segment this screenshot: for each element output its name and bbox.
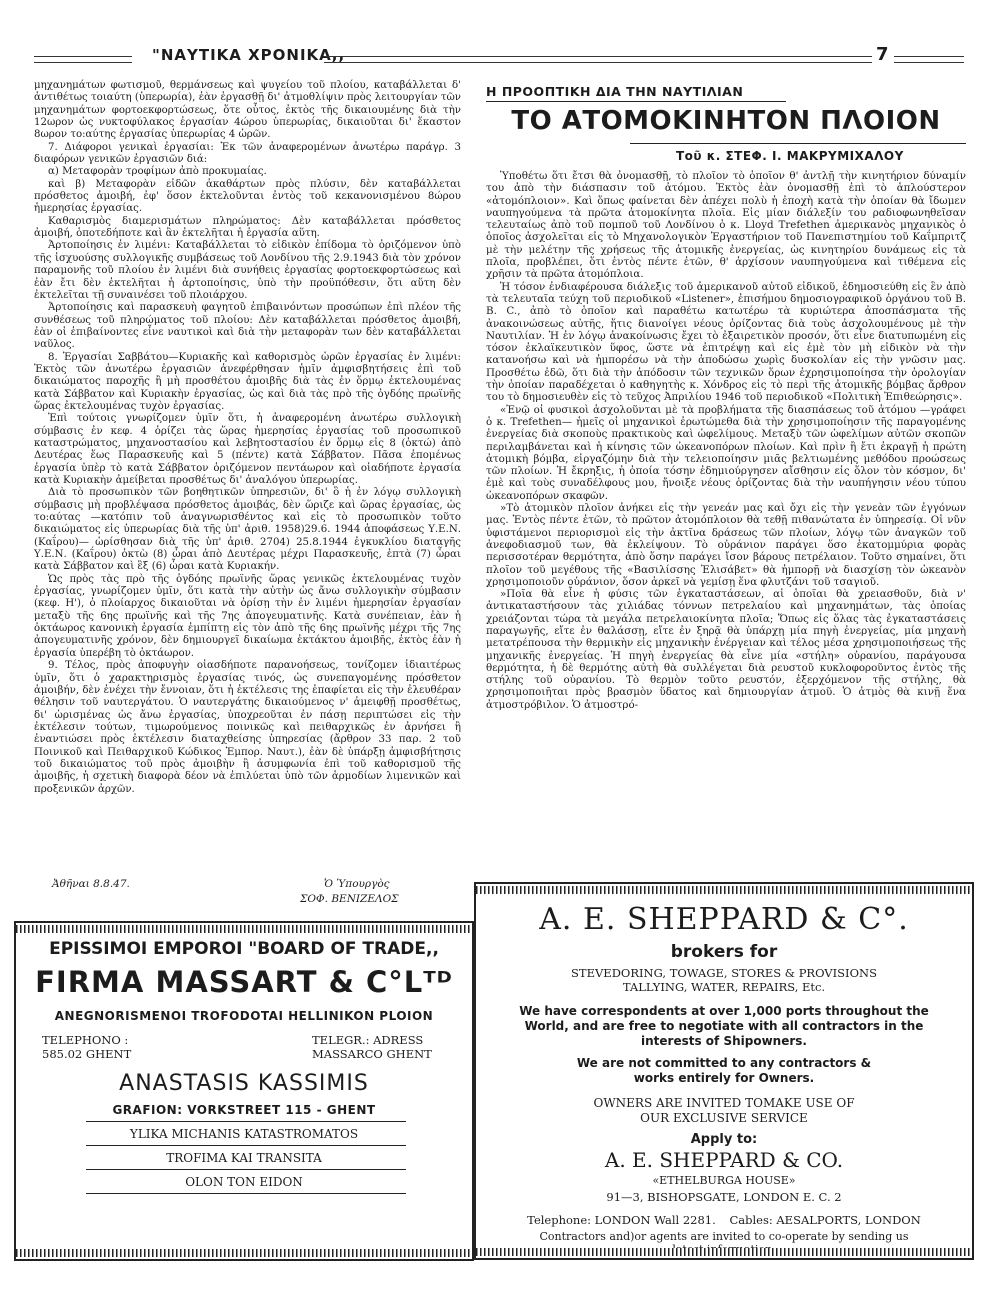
paragraph: «Ἐνῷ οἱ φυσικοὶ ἀσχολοῦνται μὲ τὰ προβλήματα τῆς διασπάσεως τοῦ ἀτόμου —γράφει ὁ κ. Trefethen— ἡμεῖς οἱ μηχανικοὶ ἐρωτώμεθα διὰ τὴν χρησιμοποίησιν τῆς παραγομένης ἐνεργείας διὰ σκοποὺς πρακτικοὺς καὶ ὠφελίμους. Μεταξὺ τῶν ὠφελίμων αὐτῶν σκοπῶν περιλαμβάνεται καὶ ἡ κίνησις τῶν ὠκεανοπόρων πλοίων. Καὶ πρὶν ἢ ἔτι ἐκραγῇ ἡ πρώτη ἀτομικὴ βόμβα, εἰργαζόμην διὰ τὴν τελειοποίησιν μιᾶς βελτιωμένης μεθόδου προώσεως τῶν πλοίων. Ἡ ἔκρηξις, ἡ ὁποία τόσην ἐδημιούργησεν αἴσθησιν εἰς ὅλον τὸν κόσμον, δι' ἐμὲ καὶ τοὺς συναδέλφους μου, ἤνοιξε νέους ὁρίζοντας διὰ τὴν ναυπήγησιν νέου τύπου ὠκεανοπόρων σκαφῶν. [486,403,966,502]
ad-list-item: YLIKA MICHANIS KATASTROMATOS [129,1127,359,1141]
paragraph: 7. Διάφοροι γενικαὶ ἐργασίαι: Ἐκ τῶν ἀναφερομένων ἀνωτέρω παράγρ. 3 διαφόρων γενικῶν ἐργασιῶν διά: [34,141,461,166]
ad-subtitle: ANEGNORISMENOI TROFODOTAI HELLINIKON PLOION [54,1009,434,1023]
ad-person-name: ANASTASIS KASSIMIS [119,1071,369,1096]
page-header [24,46,974,70]
telephone-label: TELEPHONO : [42,1033,129,1047]
decorative-border [16,1249,472,1257]
paragraph: »Τὸ ἀτομικὸν πλοῖον ἀνήκει εἰς τὴν γενεάν μας καὶ ὄχι εἰς τὴν γενεὰν τῶν ἐγγόνων μας. Ἐντὸς πέντε ἐτῶν, τὸ πρῶτον ἀτομόπλοιον θὰ τεθῇ πιθανώτατα ἐν ὑπηρεσίᾳ. Οἱ νῦν ὑφιστάμενοι περιορισμοὶ εἰς τὴν ἀκτῖνα δράσεως τῶν πλοίων, λόγῳ τῶν ἀναγκῶν τοῦ ἀνεφοδιασμοῦ των, θὰ ἐκλείψουν. Τὸ οὐράνιον παράγει ὅσο ἑκατομμύρια φορὰς περισσοτέραν θερμότητα, ἀπὸ ὅσην παράγει ἴσον βάρους πετρέλαιον. Τοῦτο σημαίνει, ὅτι πλοῖον τοῦ μεγέθους τῆς «Βασιλίσσης Ἐλισάβετ» θὰ ἠμπορῇ νὰ διασχίσῃ τὸν ὠκεανὸν χρησιμοποιοῦν οὐράνιον, ὅσον ἀρκεῖ νὰ γεμίσῃ ἕνα φλυτζάνι τοῦ τσαγιοῦ. [486,502,966,588]
paragraph: 8. Ἐργασίαι Σαββάτου—Κυριακῆς καὶ καθορισμὸς ὡρῶν ἐργασίας ἐν λιμένι: Ἐκτὸς τῶν ἀνωτέρω ἐργασιῶν ἀνεφέρθησαν ἡμῖν ἀμφισβητήσεις ἐπὶ τοῦ δικαιώματος παροχῆς ἢ μὴ προσθέτου ἀμοιβῆς διὰ τὰς ἐν ὅρμῳ ἐκτελουμένας κατὰ Σάββατον καὶ Κυριακὴν ἐργασίας, ὡς καὶ διὰ τὰς πρὸ τῆς ὀγδόης πρωϊνῆς ὥρας ἐκτελουμένας τυχὸν ἐργασίας. [34,351,461,412]
ad-cables-line: Cables: AESALPORTS, LONDON [729,1213,921,1227]
paragraph: »Ποῖα θὰ εἶνε ἡ φύσις τῶν ἐγκαταστάσεων, αἱ ὁποῖαι θὰ χρειασθοῦν, διὰ ν' ἀντικαταστήσουν τὰς χιλιάδας τόννων πετρελαίου καὶ μηχανημάτων, τὰς ὁποίας χρειάζονται τώρα τὰ μεγάλα πετρελαιοκίνητα πλοῖα; Ὅπως εἰς ὅλας τὰς ἐγκαταστάσεις παραγωγῆς, εἴτε ἐν θαλάσσῃ, εἴτε ἐν ξηρᾷ θὰ ὑπάρχῃ μία πηγὴ ἐνεργείας, μία μηχανὴ μετατρέπουσα τὴν θερμικὴν εἰς μηχανικὴν ἐνέργειαν καὶ τέλος μέσα χρησιμοποιήσεως τῆς μηχανικῆς ἐνεργείας. Ἡ πηγὴ ἐνεργείας θὰ εἶνε μία «στήλη» οὐρανίου, παράγουσα θερμότητα, ἡ δὲ θερμότης αὐτὴ θὰ συλλέγεται διὰ ρευστοῦ κυκλοφοροῦντος ἐντὸς τῆς στήλης τοῦ οὐρανίου. Τὸ θερμὸν τοῦτο ρευστόν, ἐξερχόμενον τῆς στήλης, θὰ χρησιμοποιῆται πρὸς βρασμὸν ὕδατος καὶ δημιουργίαν ἀτμοῦ. Ὁ ἀτμὸς θὰ κινῇ ἕνα ἀτμοστρόβιλον. Ὁ ἀτμοστρό- [486,588,966,711]
signature-title: Ὁ Ὑπουργὸς [324,878,390,890]
signature-block [34,878,461,914]
ad-telephone [476,1214,972,1227]
paragraph: καὶ β) Μεταφορὰν εἰδῶν ἀκαθάρτων πρὸς πλύσιν, δὲν καταβάλλεται πρόσθετος ἀμοιβή, ἐφ' ὅσον ἐκτελοῦνται ἐντὸς τοῦ κεκανονισμένου 8ώρου ἡμερησίας ἐργασίας. [34,178,461,215]
decorative-border [16,925,472,933]
separator [86,1145,406,1146]
title-rule [630,143,966,144]
header-rule [324,56,872,63]
ad-services: STEVEDORING, TOWAGE, STORES & PROVISIONS [571,966,877,980]
ad-list-item: TROFIMA KAI TRANSITA [166,1151,322,1165]
ad-not-committed-text: We are not committed to any contractors & works entirely for Owners. [576,1056,872,1085]
signature-date: Ἀθῆναι 8.8.47. [52,878,130,890]
paragraph: Ὑποθέτω ὅτι ἔτσι θὰ ὀνομασθῇ, τὸ πλοῖον τὸ ὁποῖον θ' ἀντλῇ τὴν κινητήριον δύναμίν του ἀπὸ τὴν διάσπασιν τοῦ ἀτόμου. Ἐκτὸς ἐὰν ὀνομασθῇ ἐπὶ τὸ ἁπλούστερον «ἀτομόπλοιον». Καὶ ὅπως φαίνεται δὲν ἀπέχει πολὺ ἡ ἐποχὴ κατὰ τὴν ὁποίαν θὰ ἴδωμεν ναυπηγούμενα τὰ πρῶτα ἀτομοκίνητα πλοῖα. Εἰς μίαν διάλεξίν του ραδιοφωνηθεῖσαν τελευταίως ἀπὸ τοῦ πομποῦ τοῦ Λονδίνου ὁ κ. Lloyd Trefethen ἀμερικανὸς μηχανικὸς ὁ ὁποῖος ἀσχολεῖται εἰς τὸ Μηχανολογικὸν Ἐργαστήριον τοῦ Πανεπιστημίου τοῦ Καΐμπριτζ μὲ τὴν μελέτην τῆς χρήσεως τῆς ἀτομικῆς ἐνεργείας, ὡς κινητηρίου δυνάμεως εἰς τὰ πλοῖα, προβλέπει, ὅτι ἐντὸς πέντε ἐτῶν, θ' ἀρχίσουν ναυπηγούμενα καὶ τιθέμενα εἰς χρῆσιν τὰ πρῶτα ἀτομόπλοια. [486,170,966,281]
ad-telephone-line: Telephone: LONDON Wall 2281. [527,1213,716,1227]
telegram-label: TELEGR.: ADRESS [312,1033,424,1047]
decorative-border [476,1248,972,1256]
separator [86,1193,406,1194]
ad-apply-label: Apply to: [690,1132,758,1147]
paragraph: α) Μεταφορὰν τροφίμων ἀπὸ προκυμαίας. [48,166,267,178]
ad-brokers-label: brokers for [670,942,778,962]
massart-advertisement [14,921,474,1261]
right-article-column [486,170,966,711]
telegram-value: MASSARCO GHENT [312,1047,432,1061]
paragraph: Ἀρτοποίησις καὶ παρασκευὴ φαγητοῦ ἐπιβαινόντων προσώπων ἐπὶ πλέον τῆς συνθέσεως τοῦ πληρώματος τοῦ πλοίου: Δὲν καταβάλλεται πρόσθετος ἀμοιβή, ἐὰν οἱ ἐπιβαίνοντες εἶνε ναυτικοὶ καὶ διὰ τὴν μεταφορὰν των δὲν καταβάλλεται ναῦλος. [34,302,461,351]
paragraph: μηχανημάτων φωτισμοῦ, θερμάνσεως καὶ ψυγείου τοῦ πλοίου, καταβάλλεται δ' ἀντιθέτως τοιαύτη (ὑπερωρία), ἐὰν ἐργασθῇ δι' ἀτμοθλίψιν πρὸς λειτουργίαν τῶν μηχανημάτων φορτοεκφορτώσεως, ὅτε οὗτος, ἐκτὸς τῆς δικαιουμένης διὰ τὴν 12ωρον ὡς νυκτοφύλακος ἐργασίαν 4ώρου ὑπερωρίας, δικαιοῦται δι' ἕκαστον 8ωρον το:αύτης ἐργασίας ὑπερωρίας 4 ὡρῶν. [34,80,461,141]
paragraph: Ὡς πρὸς τὰς πρὸ τῆς ὀγδόης πρωϊνῆς ὥρας γενικῶς ἐκτελουμένας τυχὸν ἐργασίας, γνωρίζομεν ὑμῖν, ὅτι κατὰ τὴν αὐτὴν ὡς ἄνω συλλογικὴν σύμβασιν (κεφ. Η'), ὁ πλοίαρχος δικαιοῦται νὰ ὁρίσῃ τὴν ἐν λιμένι ἡμερησίαν ἐργασίαν μεταξὺ τῆς 6ης πρωϊνῆς καὶ τῆς 7ης ἀπογευματινῆς. Κατὰ συνέπειαν, ἐὰν ἡ ὀκτάωρος κανονικὴ ἐργασία ἐμπίπτῃ εἰς τὸν ἀπὸ τῆς 6ης πρωϊνῆς μέχρι τῆς 7ης ἀπογευματινῆς χρόνον, δὲν δημιουργεῖ δικαίωμα ἐκτάκτου ἀμοιβῆς, ἐκτὸς ἐὰν ἡ ἐργασία ὑπερέβη τὸ ὀκτάωρον. [34,573,461,659]
sheppard-advertisement [474,882,974,1260]
ad-company-name: FIRMA MASSART & C°Lᵀᴰ [35,965,453,999]
ad-owners-text: OWNERS ARE INVITED TOMAKE USE OF OUR EXCLUSIVE SERVICE [593,1096,855,1125]
article-title: ΤΟ ΑΤΟΜΟΚΙΝΗΤΟΝ ΠΛΟΙΟΝ [511,106,941,136]
paragraph: Ἀρτοποίησις ἐν λιμένι: Καταβάλλεται τὸ εἰδικὸν ἐπίδομα τὸ ὁριζόμενον ὑπὸ τῆς ἰσχυούσης συλλογικῆς συμβάσεως τοῦ Λονδίνου τῆς 2.9.1943 διὰ τὸν χρόνον παραμονῆς τοῦ πλοίου ἐν λιμένι διὰ συνήθεις ἐργασίας φορτοεκφορτώσεως καὶ ἐὰν ἔτι δὲν ἐκτελῆται ἡ ἀρτοποίησις, ὑπὸ τὴν προϋπόθεσιν, ὅτι αὕτη δὲν ἐκτελεῖται τῇ συναινέσει τοῦ πλοιάρχου. [34,240,461,301]
ad-services: TALLYING, WATER, REPAIRS, Etc. [622,980,826,994]
ad-address: 91—3, BISHOPSGATE, LONDON E. C. 2 [606,1190,842,1204]
header-rule [894,56,964,63]
ad-company-name-2: A. E. SHEPPARD & CO. [604,1148,844,1172]
paragraph: Ἡ τόσον ἐνδιαφέρουσα διάλεξις τοῦ ἀμερικανοῦ αὐτοῦ εἰδικοῦ, ἐδημοσιεύθη εἰς ἓν ἀπὸ τὰ τελευταῖα τεύχη τοῦ περιοδικοῦ «Listener», ἐπισήμου δημοσιογραφικοῦ ὀργάνου τοῦ B. B. C., ἀπὸ τὸ ὁποῖον καὶ παραθέτω κατωτέρω τὰ κυριώτερα ἀποσπάσματα τῆς ἀνακοινώσεως αὐτῆς, ἥτις διανοίγει νέους ὁρίζοντας διὰ τοὺς ἀσχολουμένους μὲ τὴν Ναυτιλίαν. Ἡ ἐν λόγῳ ἀνακοίνωσις ἔχει τὸ ἐξαιρετικὸν προσόν, ὅτι εἶνε διατυπωμένη εἰς τόσον ἐκλαϊκευτικὸν ὕφος, ὥστε νὰ ἐπιτρέψῃ καὶ εἰς ἐμὲ τὸν μὴ εἰδικὸν νὰ τὴν κατανοήσω καὶ νὰ ἠμπορέσω νὰ τὴν ἀποδώσω χωρὶς δυσκολίαν εἰς τὴν γνῶσιν μας. Προσθέτω ἐδῶ, ὅτι διὰ τὴν ἀπόδοσιν τῶν τεχνικῶν ὅρων ἐχρησιμοποίησα τὴν ὁρολογίαν τὴν ὁποίαν παραδέχεται ὁ καθηγητὴς κ. Χόνδρος εἰς τὸ περὶ τῆς ἀτομικῆς βόμβας ἄρθρον του τὸ δημοσιευθὲν εἰς τὸ τεῦχος Ἀπριλίου 1946 τοῦ περιοδικοῦ «Πολιτικὴ Ἐπιθεώρησις». [486,280,966,404]
publication-title: "ΝΑΥΤΙΚΑ ΧΡΟΝΙΚΑ,, [152,46,346,64]
separator [86,1121,406,1122]
signature-name: ΣΟΦ. ΒΕΝΙΖΕΛΟΣ [300,893,399,905]
ad-contractors-text: Contractors and)or agents are invited to co-operate by sending us [539,1230,909,1243]
ad-office-address: GRAFION: VORKSTREET 115 - GHENT [112,1103,376,1117]
decorative-border [476,886,972,894]
ad-tagline: EPISSIMOI EMPOROI "BOARD OF TRADE,, [49,939,439,959]
article-kicker: Η ΠΡΟΟΠΤΙΚΗ ΔΙΑ ΤΗΝ ΝΑΥΤΙΛΙΑΝ [486,84,744,99]
page-number: 7 [876,44,889,65]
ad-house-name: «ETHELBURGA HOUSE» [652,1174,796,1187]
ad-correspondents-text: We have correspondents at over 1,000 ports throughout the World, and are free to negotiate with all contractors in the interests of Shipowners. [519,1004,929,1048]
paragraph: Καθαρισμὸς διαμερισμάτων πληρώματος: Δὲν καταβάλλεται πρόσθετος ἀμοιβή, ὁποτεδήποτε καὶ ἂν ἐκτελῆται ἡ ἐργασία αὕτη. [34,215,461,240]
left-article-column [34,80,461,796]
separator [86,1169,406,1170]
telephone-number: 585.02 GHENT [42,1047,132,1061]
paragraph: 9. Τέλος, πρὸς ἀποφυγὴν οἱασδήποτε παρανοήσεως, τονίζομεν ἰδιαιτέρως ὑμῖν, ὅτι ὁ χαρακτηρισμὸς ἐργασίας τινός, ὡς συνεπαγομένης πρόσθετον ἀμοιβήν, δὲν ἐνέχει τὴν ἔννοιαν, ὅτι ἡ ἐκτέλεσις της ἐπαφίεται εἰς τὴν ἐλευθέραν θέλησιν τοῦ ναυτεργάτου. Ὁ ναυτεργάτης δικαιούμενος ν' ἀμειφθῇ προσθέτως, δι' ὡρισμένας ὡς ἄνω ἐργασίας, ὑποχρεοῦται ἐν πάσῃ περιπτώσει εἰς τὴν ἐκτέλεσιν τούτων, τιμωρούμενος ποινικῶς καὶ πειθαρχικῶς ἐν ἀρνήσει ἢ ἐναντιώσει πρὸς ἐκτέλεσιν διαταχθείσης ὑπηρεσίας (ἄρθρον 33 παρ. 2 τοῦ Ποινικοῦ καὶ Πειθαρχικοῦ Κώδικος Ἐμπορ. Ναυτ.), ἐὰν δὲ ὑπάρξῃ ἀμφισβήτησις τοῦ δικαιώματος τοῦ πρὸς ἀμοιβὴν ἢ ἀσυμφωνία ἐπὶ τοῦ καθορισμοῦ τῆς ἀμοιβῆς, ἡ σχετικὴ διαφορὰ δέον νὰ ἐπιλύεται ὑπὸ τῶν ἁρμοδίων λιμενικῶν καὶ προξενικῶν ἀρχῶν. [34,660,461,795]
header-rule [34,56,132,63]
ad-company-name: A. E. SHEPPARD & C°. [539,902,909,937]
article-author: Τοῦ κ. ΣΤΕΦ. Ι. ΜΑΚΡΥΜΙΧΑΛΟΥ [676,149,904,163]
kicker-rule [486,101,786,102]
paragraph: Διὰ τὸ προσωπικὸν τῶν βοηθητικῶν ὑπηρεσιῶν, δι' ὃ ἡ ἐν λόγῳ συλλογικὴ σύμβασις μὴ προβλέψασα πρόσθετος ἀμοιβάς, δὲν ὥριζε καὶ ὥρας ἐργασίας, ὡς το:αύτας —κατόπιν τοῦ ἀναγνωρισθέντος καὶ εἰς τὸ προσωπικὸν τοῦτο δικαιώματος εἰς ὑπερωρίας διὰ τῆς ὑπ' ἀριθ. 1958)29.6. 1944 ἀποφάσεως Υ.Ε.Ν. (Καΐρου)— ὡρίσθησαν διὰ τῆς ὑπ' ἀριθ. 2704) 25.8.1944 ἐγκυκλίου διαταγῆς Υ.Ε.Ν. (Καΐρου) ὀκτὼ (8) ὧραι ἀπὸ Δευτέρας μέχρι Παρασκευῆς, ἑπτὰ (7) ὧραι κατὰ Σάββατον καὶ ἓξ (6) ὧραι κατὰ Κυριακήν. [34,487,461,573]
ad-list-item: OLON TON EIDON [185,1175,303,1189]
paragraph: Ἐπὶ τούτοις γνωρίζομεν ὑμῖν ὅτι, ἡ ἀναφερομένη ἀνωτέρω συλλογικὴ σύμβασις ἐν κεφ. 4 ὁρίζει τὰς ὥρας ἡμερησίας ἐργασίας τοῦ προσωπικοῦ καταστρώματος, μηχανοστασίου καὶ λεβητοστασίου ἐν ὅρμῳ εἰς 8 (ὀκτώ) ἀπὸ Δευτέρας ἕως Παρασκευῆς καὶ 5 (πέντε) κατὰ Σάββατον. Πᾶσα ἑπομένως ἐργασία ὑπὲρ τὸ κατὰ Σάββατον ὁριζόμενον πεντάωρον καὶ οἱαδήποτε ἐργασία κατὰ Κυριακὴν ἀμείβεται προσθέτως δι' ἀναλόγου ὑπερωρίας. [34,413,461,486]
